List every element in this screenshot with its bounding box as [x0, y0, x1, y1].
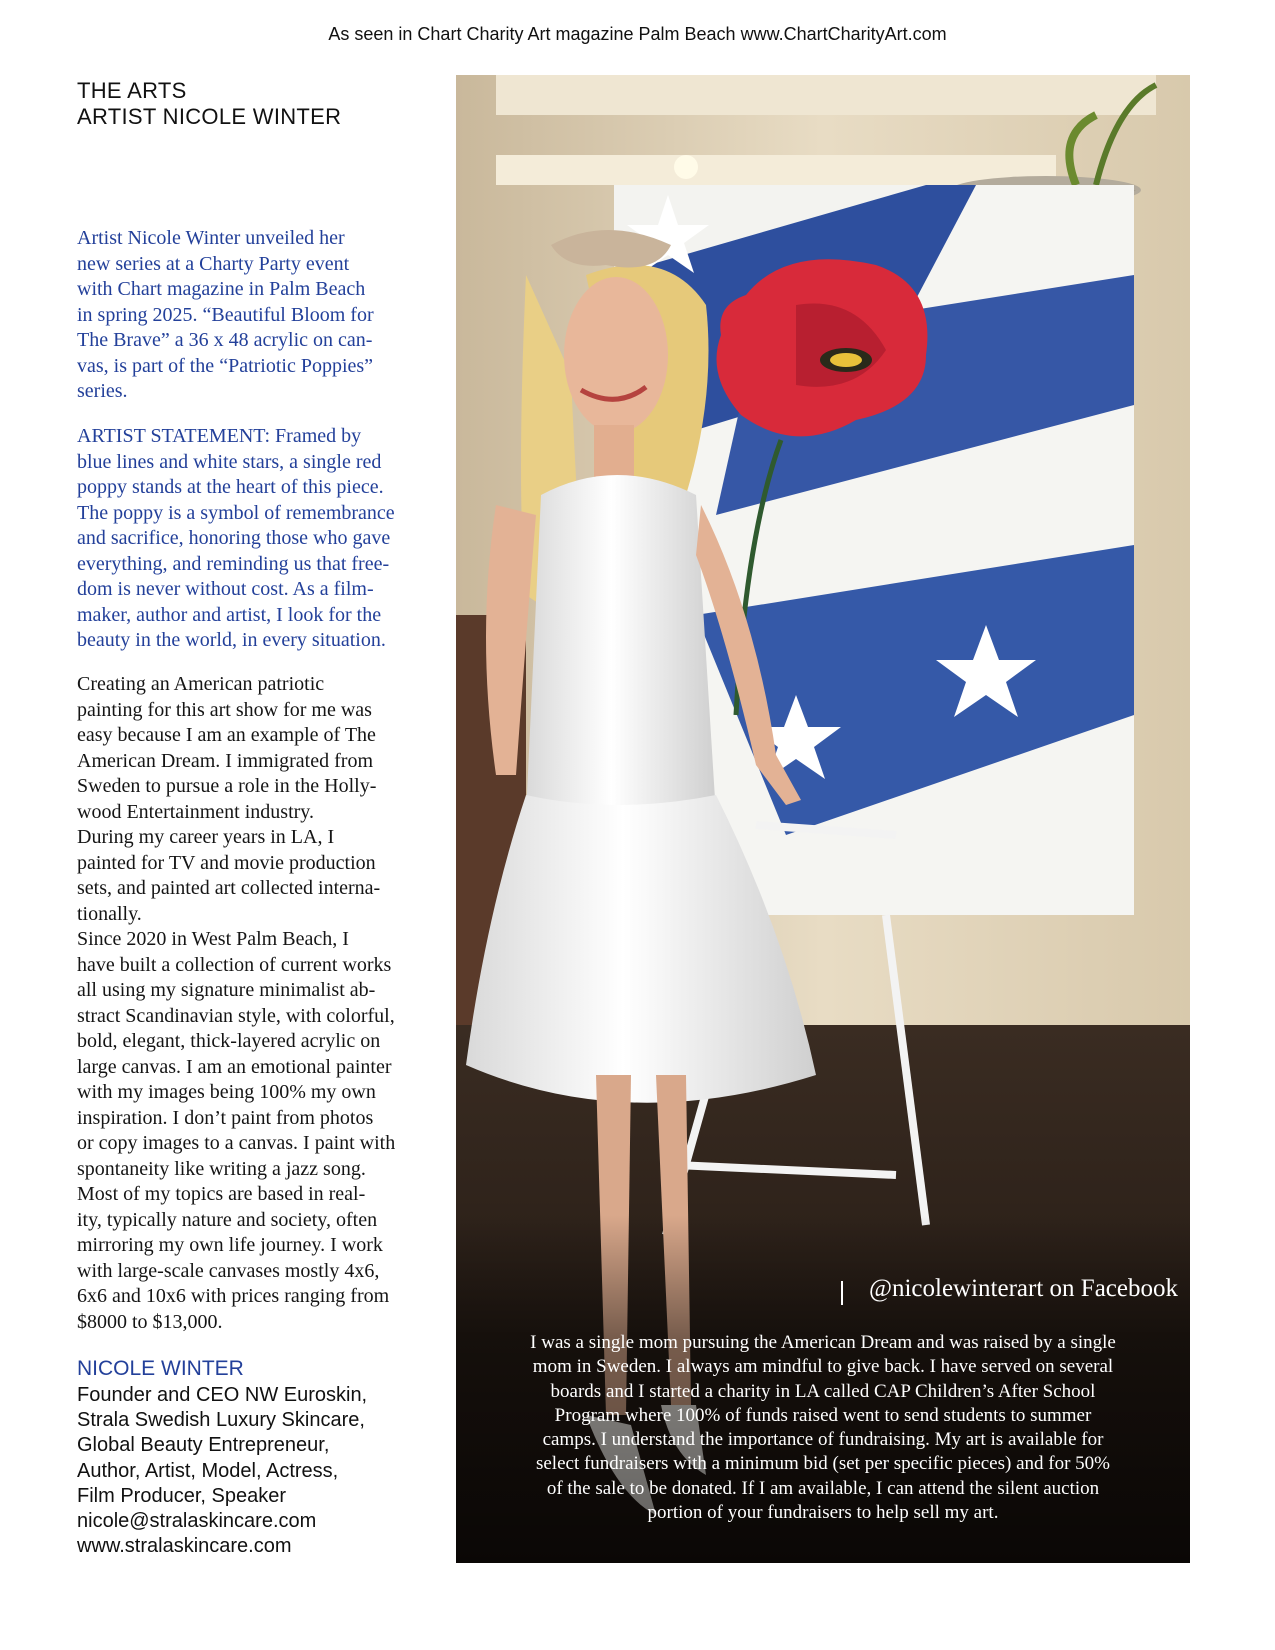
statement-line: and sacrifice, honoring those who gave — [77, 527, 391, 549]
body-line: stract Scandinavian style, with colorful, — [77, 1004, 395, 1027]
statement-line: ARTIST STATEMENT: Framed by — [77, 425, 362, 447]
intro-paragraph — [77, 226, 374, 405]
intro-line: vas, is part of the “Patriotic Poppies” — [77, 354, 374, 377]
intro-line: in spring 2025. “Beautiful Bloom for — [77, 303, 374, 326]
body-line: easy because I am an example of The — [77, 724, 376, 746]
shelf — [496, 155, 1056, 185]
statement-line: dom is never without cost. As a film- — [77, 578, 374, 600]
bio-line: Author, Artist, Model, Actress, — [77, 1459, 339, 1482]
body-line: 6x6 and 10x6 with prices ranging from — [77, 1285, 390, 1307]
artist-statement — [77, 424, 395, 654]
ceiling-light — [674, 155, 698, 179]
article-body — [77, 672, 395, 1335]
statement-line: everything, and reminding us that free- — [77, 552, 390, 575]
intro-line: Artist Nicole Winter unveiled her — [77, 227, 345, 249]
body-line: Most of my topics are based in real- — [77, 1183, 366, 1205]
bio-name: NICOLE WINTER — [77, 1357, 244, 1380]
body-line: or copy images to a canvas. I paint with — [77, 1132, 396, 1154]
body-line: American Dream. I immigrated from — [77, 749, 373, 772]
masthead-banner: As seen in Chart Charity Art magazine Palm Beach www.ChartCharityArt.com — [328, 24, 947, 44]
caption-line: of the sale to be donated. If I am available, I can attend the silent auction — [546, 1477, 1100, 1499]
body-line: Sweden to pursue a role in the Holly- — [77, 775, 377, 797]
intro-line: series. — [77, 380, 128, 402]
body-line: spontaneity like writing a jazz song. — [77, 1157, 366, 1180]
facebook-handle[interactable]: @nicolewinterart on Facebook — [868, 1275, 1178, 1302]
bio-line: Strala Swedish Luxury Skincare, — [77, 1409, 365, 1432]
body-line: wood Entertainment industry. — [77, 800, 314, 823]
caption-line: select fundraisers with a minimum bid (set per specific pieces) and for 50% — [535, 1453, 1111, 1475]
bio-line: Founder and CEO NW Euroskin, — [77, 1384, 368, 1406]
statement-line: blue lines and white stars, a single red — [77, 450, 382, 473]
caption-line: boards and I started a charity in LA called CAP Children’s After School — [550, 1380, 1096, 1402]
body-line: all using my signature minimalist ab- — [77, 979, 376, 1001]
divider — [841, 1281, 843, 1305]
photo-caption — [466, 1331, 1180, 1525]
body-line: tionally. — [77, 902, 142, 925]
caption-line: portion of your fundraisers to help sell my art. — [647, 1502, 999, 1524]
caption-line: mom in Sweden. I always am mindful to give back. I have served on several — [532, 1356, 1114, 1378]
statement-line: poppy stands at the heart of this piece. — [77, 476, 384, 498]
caption-line: Program where 100% of funds raised went to send students to summer — [554, 1404, 1092, 1426]
bio-line: Global Beauty Entrepreneur, — [77, 1434, 330, 1457]
body-line: inspiration. I don’t paint from photos — [77, 1106, 374, 1129]
body-line: $8000 to $13,000. — [77, 1310, 223, 1333]
body-line: sets, and painted art collected interna- — [77, 877, 381, 899]
body-line: Creating an American patriotic — [77, 673, 325, 695]
bio-email[interactable]: nicole@stralaskincare.com — [77, 1510, 317, 1533]
caption-line: camps. I understand the importance of fundraising. My art is available for — [542, 1429, 1104, 1451]
intro-line: with Chart magazine in Palm Beach — [77, 278, 366, 300]
face — [564, 277, 668, 433]
caption-line: I was a single mom pursuing the American Dream and was raised by a single — [530, 1332, 1116, 1353]
statement-line: beauty in the world, in every situation. — [77, 629, 386, 651]
bio-block — [77, 1383, 367, 1559]
article-title: ARTIST NICOLE WINTER — [77, 104, 342, 129]
body-line: have built a collection of current works — [77, 953, 392, 976]
statement-line: maker, author and artist, I look for the — [77, 603, 382, 626]
body-line: large canvas. I am an emotional painter — [77, 1055, 392, 1078]
body-line: painting for this art show for me was — [77, 698, 372, 721]
intro-line: The Brave” a 36 x 48 acrylic on can- — [77, 329, 373, 351]
bio-website[interactable]: www.stralaskincare.com — [77, 1535, 292, 1558]
body-line: with my images being 100% my own — [77, 1081, 376, 1103]
body-line: painted for TV and movie production — [77, 851, 376, 874]
body-line: bold, elegant, thick-layered acrylic on — [77, 1030, 381, 1052]
intro-line: new series at a Charty Party event — [77, 252, 350, 275]
dress-bodice — [526, 475, 716, 825]
artist-photo — [456, 75, 1190, 1563]
body-line: with large-scale canvases mostly 4x6, — [77, 1259, 380, 1282]
section-label: THE ARTS — [77, 78, 187, 103]
bio-line: Film Producer, Speaker — [77, 1484, 286, 1507]
statement-line: The poppy is a symbol of remembrance — [77, 501, 395, 524]
body-line: ity, typically nature and society, often — [77, 1208, 378, 1231]
body-line: During my career years in LA, I — [77, 826, 335, 848]
section-header — [77, 78, 341, 130]
body-line: Since 2020 in West Palm Beach, I — [77, 928, 349, 950]
body-line: mirroring my own life journey. I work — [77, 1234, 383, 1256]
